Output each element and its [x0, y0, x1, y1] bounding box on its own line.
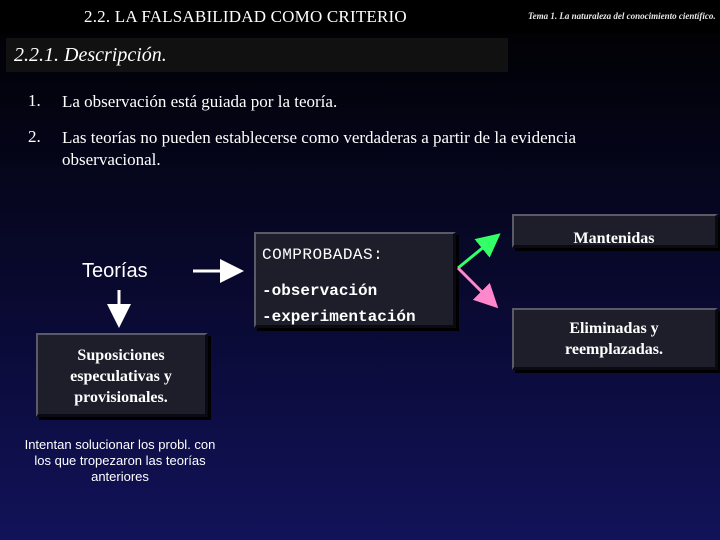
- comprobadas-title: COMPROBADAS:: [262, 246, 384, 264]
- list-item-2-line-2: observacional.: [62, 150, 161, 169]
- list-number-1: 1.: [28, 91, 41, 110]
- arrow-down-to-eliminadas: [458, 268, 494, 304]
- eliminadas-line-1: Eliminadas y: [569, 320, 659, 337]
- note-line-3: anteriores: [91, 469, 149, 484]
- slide-title: 2.2. LA FALSABILIDAD COMO CRITERIO: [84, 7, 407, 26]
- eliminadas-line-2: reemplazadas.: [565, 341, 663, 358]
- list-item-2-line-1: Las teorías no pueden establecerse como verdaderas a partir de la evidencia: [62, 128, 577, 147]
- list-item-1-text: La observación está guiada por la teoría.: [62, 92, 338, 111]
- arrow-up-to-mantenidas: [458, 237, 496, 268]
- suposiciones-line-1: Suposiciones: [77, 347, 165, 364]
- note-line-1: Intentan solucionar los probl. con: [24, 437, 216, 452]
- topic-label: Tema 1. La naturaleza del conocimiento científico.: [528, 11, 716, 21]
- mantenidas-text: Mantenidas: [573, 230, 655, 247]
- section-title: 2.2.1. Descripción.: [14, 44, 167, 66]
- teorias-label: Teorías: [82, 260, 148, 282]
- comprobadas-item-1: -observación: [262, 282, 378, 300]
- comprobadas-item-2: -experimentación: [262, 308, 416, 326]
- suposiciones-line-2: especulativas y: [70, 368, 172, 385]
- note-line-2: los que tropezaron las teorías: [34, 453, 206, 468]
- list-number-2: 2.: [28, 127, 41, 146]
- suposiciones-line-3: provisionales.: [74, 389, 168, 406]
